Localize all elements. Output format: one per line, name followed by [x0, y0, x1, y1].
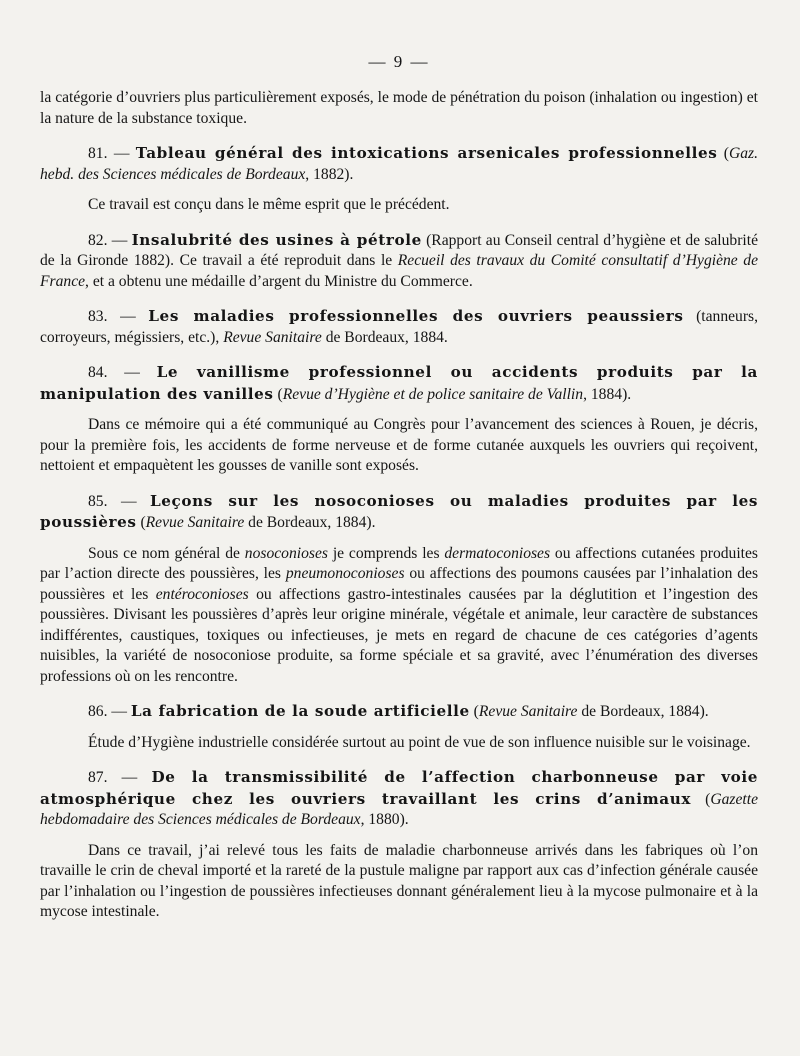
- entry-number: 83. —: [88, 308, 136, 325]
- entry-86-body: Étude d’Hygiène industrielle considérée surtout au point de vue de son influence nuisible sur le voisinage.: [88, 733, 751, 751]
- entry-82: [40, 230, 758, 293]
- entry-83: [40, 306, 758, 348]
- entry-85-heading: [40, 491, 758, 534]
- entry-82-heading: [40, 230, 758, 293]
- entry-86-heading: [40, 701, 758, 723]
- body-text: Sous ce nom général de: [88, 544, 240, 562]
- entry-number: 85. —: [88, 492, 137, 510]
- entry-title: De la transmissibilité de l’affection charbonneuse par voie atmosphérique chez les ouvriers travaillant les crins d’animaux: [40, 768, 759, 808]
- entry-title: Insalubrité des usines à pétrole: [131, 230, 422, 249]
- entry-87-body: Dans ce travail, j’ai relevé tous les faits de maladie charbonneuse arrivés dans les fabriques où l’on travaille le crin de cheval importé et la rareté de la pustule maligne par rapport aux cas d’infection générale causée par l’inhalation ou l’ingestion de poussières infectieuses donnant généralement lieu à la mycose pulmonaire et à la mycose intestinale.: [40, 841, 758, 920]
- entry-title: Tableau général des intoxications arsenicales professionnelles: [135, 144, 718, 162]
- entry-title: Le vanillisme professionnel ou accidents produits par la manipulation des vanilles: [40, 363, 758, 403]
- ref-rest: de Bordeaux, 1884).: [248, 514, 376, 531]
- term-enteroconioses: entéroconioses: [155, 585, 249, 603]
- entry-83-heading: [40, 306, 758, 348]
- ref-text: (Rapport au Conseil central d’hygiène et de salubrité de la Gironde 1882). Ce travail a été reproduit dans le: [40, 231, 759, 269]
- term-nosoconioses: nosoconioses: [244, 544, 328, 562]
- ref-open: (: [277, 385, 283, 403]
- entry-81-heading: [40, 143, 758, 185]
- entry-number: 81. —: [88, 145, 130, 162]
- ref-rest: , 1884).: [583, 385, 632, 403]
- ref-rest: , 1882).: [305, 165, 354, 183]
- journal-name: Revue Sanitaire: [478, 703, 578, 720]
- entry-81: [40, 143, 758, 216]
- ref-open: (: [705, 790, 711, 808]
- ref-open: (: [723, 145, 729, 162]
- entry-number: 82. —: [88, 231, 128, 249]
- journal-name: Recueil des travaux du Comité consultatif d’Hygiène de France: [40, 252, 758, 290]
- ref-open: (: [473, 703, 479, 720]
- journal-name: Revue d’Hygiène et de police sanitaire de Vallin: [282, 385, 584, 403]
- entry-number: 84. —: [88, 364, 140, 381]
- journal-name: Gaz. hebd. des Sciences médicales de Bordeaux: [40, 145, 759, 183]
- entry-title: Les maladies professionnelles des ouvriers peaussiers: [148, 307, 684, 325]
- journal-name: Gazette hebdomadaire des Sciences médicales de Bordeaux: [40, 790, 758, 828]
- ref-rest: , et a obtenu une médaille d’argent du Ministre du Commerce.: [85, 272, 473, 290]
- entry-84-heading: [40, 362, 758, 405]
- entry-81-body: Ce travail est conçu dans le même esprit que le précédent.: [88, 196, 450, 213]
- ref-rest: , 1880).: [360, 811, 409, 828]
- body-text: je comprends les: [332, 544, 440, 562]
- entry-86: [40, 701, 758, 753]
- entry-87-heading: [40, 767, 758, 831]
- entry-84-body: Dans ce mémoire qui a été communiqué au Congrès pour l’avancement des sciences à Rouen, je décris, pour la première fois, les accidents de forme nerveuse et de forme cutanée auxquels les ouvriers qui reçoivent, nettoient et empaquètent les gousses de vanille sont exposés.: [40, 416, 758, 474]
- entry-84: [40, 362, 758, 477]
- entry-number: 87. —: [88, 769, 138, 786]
- body-text: ou affections des poumons causées par l’inhalation des poussières et les: [40, 565, 759, 603]
- ref-rest: de Bordeaux, 1884.: [325, 328, 448, 346]
- journal-name: Revue Sanitaire: [145, 514, 245, 531]
- ref-rest: de Bordeaux, 1884).: [581, 703, 709, 720]
- entry-number: 86. —: [88, 703, 127, 720]
- body-text: ou affections cutanées produites par l’action directe des poussières, les: [40, 544, 758, 582]
- entry-87: [40, 767, 758, 923]
- ref-text: (tanneurs, corroyeurs, mégissiers, etc.),: [40, 308, 759, 346]
- entry-85-body: [40, 544, 758, 688]
- entry-title: La fabrication de la soude artificielle: [130, 702, 470, 720]
- entry-85: [40, 491, 758, 688]
- ref-open: (: [140, 514, 146, 531]
- intro-paragraph: la catégorie d’ouvriers plus particulièrement exposés, le mode de pénétration du poison (inhalation ou ingestion) et la nature de la substance toxique.: [40, 89, 758, 127]
- term-pneumonoconioses: pneumonoconioses: [285, 565, 405, 582]
- journal-name: Revue Sanitaire: [223, 328, 322, 346]
- term-dermatoconioses: dermatoconioses: [444, 544, 551, 562]
- page-number: — 9 —: [368, 52, 430, 71]
- body-text: ou affections gastro-intestinales causées par la déglutition et l’ingestion des poussières. Divisant les poussières d’après leur origine minérale, végétale et animale, leur caractère de substances indifférentes, caustiques, toxiques ou infectieuses, je mets en regard de chacune de ces catégories d’agents nuisibles, la variété de nosoconiose produite, sa forme spéciale et sa gravité, avec l’énumération des diverses professions où on les rencontre.: [40, 585, 758, 685]
- entry-title: Leçons sur les nosoconioses ou maladies produites par les poussières: [40, 491, 758, 531]
